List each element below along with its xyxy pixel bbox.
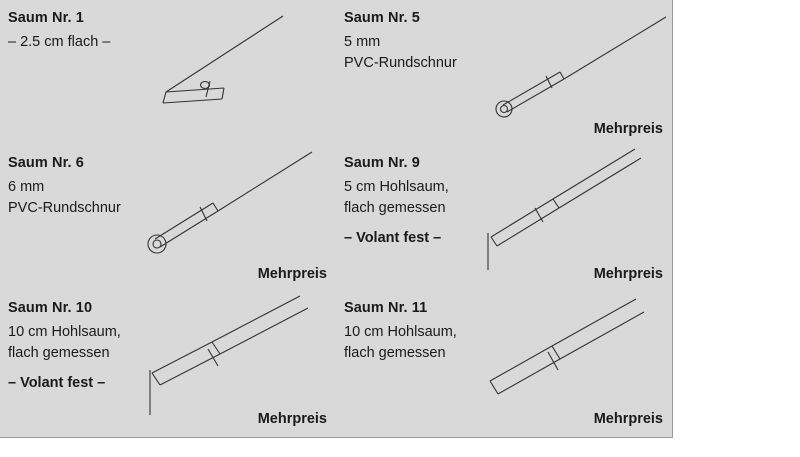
- surcharge-label: Mehrpreis: [593, 411, 663, 427]
- surcharge-label: Mehrpreis: [593, 121, 663, 137]
- hem-title: Saum Nr. 9: [344, 155, 420, 171]
- hem-description-line: 10 cm Hohlsaum,: [344, 323, 457, 340]
- hem-description-line: 6 mm: [8, 178, 45, 195]
- hem-description-line: PVC-Rundschnur: [344, 54, 457, 71]
- hem-description-line: flach gemessen: [344, 199, 446, 216]
- hem-cell-text: [344, 298, 544, 364]
- hem-volant-note: – Volant fest –: [8, 374, 106, 391]
- surcharge-label: Mehrpreis: [593, 266, 663, 282]
- hem-description-line: 5 mm: [344, 33, 381, 50]
- hem-title: Saum Nr. 10: [8, 300, 93, 316]
- hem-cell-text: [344, 8, 544, 74]
- hem-description-line: flach gemessen: [344, 344, 446, 361]
- hem-cell-saum-6: [0, 145, 336, 290]
- hem-cell-saum-9: [336, 145, 672, 290]
- hem-cell-text: [8, 298, 208, 394]
- hem-volant-note: – Volant fest –: [344, 229, 442, 246]
- hem-cell-saum-1: [0, 0, 336, 145]
- hem-cell-saum-11: [336, 290, 672, 435]
- hem-description-line: PVC-Rundschnur: [8, 199, 121, 216]
- hem-cell-text: [8, 8, 208, 53]
- hem-title: Saum Nr. 11: [344, 300, 428, 316]
- hem-cell-text: [8, 153, 208, 219]
- hem-cell-saum-5: [336, 0, 672, 145]
- hem-description-line: flach gemessen: [8, 344, 110, 361]
- hem-title: Saum Nr. 5: [344, 10, 420, 26]
- hem-cell-text: [344, 153, 544, 249]
- hem-title: Saum Nr. 6: [8, 155, 84, 171]
- hem-description-line: 10 cm Hohlsaum,: [8, 323, 121, 340]
- hem-title: Saum Nr. 1: [8, 10, 84, 26]
- hem-cell-saum-10: [0, 290, 336, 435]
- surcharge-label: Mehrpreis: [257, 411, 327, 427]
- hem-description-line: – 2.5 cm flach –: [8, 33, 111, 50]
- surcharge-label: Mehrpreis: [257, 266, 327, 282]
- hem-description-line: 5 cm Hohlsaum,: [344, 178, 449, 195]
